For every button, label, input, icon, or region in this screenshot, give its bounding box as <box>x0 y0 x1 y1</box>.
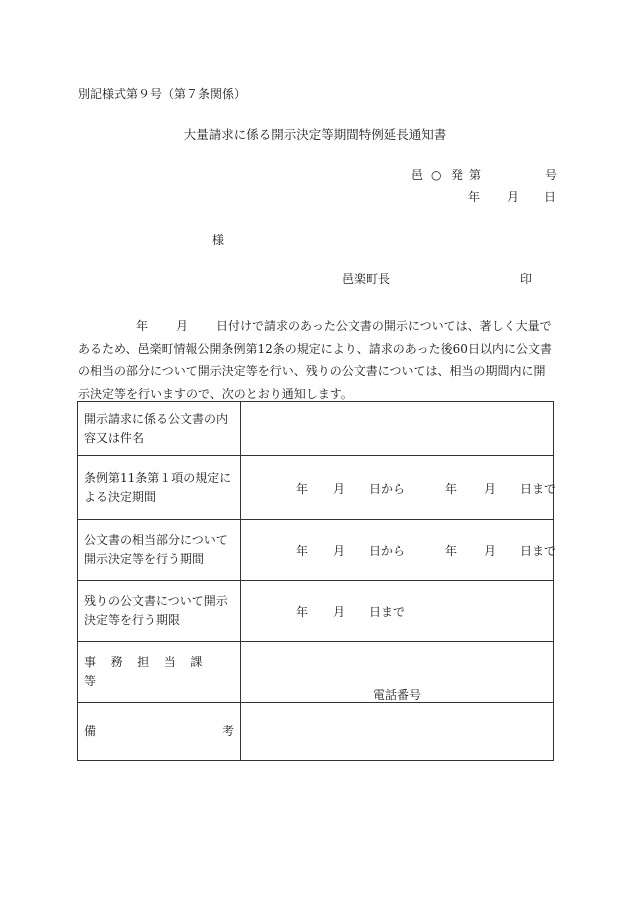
date-month: 月 <box>507 190 520 204</box>
contact-label-justified <box>84 653 234 691</box>
label-decision-period: 条例第11条第１項の規定による決定期間 <box>78 456 241 520</box>
body-month: 月 <box>176 319 189 333</box>
table-row-remarks <box>78 703 554 761</box>
deadline-month: 月 <box>333 605 346 619</box>
partial-end-month: 月 <box>484 544 497 558</box>
contact-label-text: 事務担当課等 <box>84 655 218 688</box>
label-contact-section <box>78 642 241 703</box>
remarks-label-end: 考 <box>221 724 234 738</box>
partial-start-year: 年 <box>296 544 309 558</box>
notice-details-table <box>77 401 557 761</box>
form-number-label: 別記様式第９号（第７条関係） <box>78 87 247 101</box>
value-contact-section <box>241 642 554 703</box>
label-partial-disclosure-period: 公文書の相当部分について開示決定等を行う期間 <box>78 520 241 581</box>
body-year: 年 <box>136 319 149 333</box>
period-end-year: 年 <box>445 482 458 496</box>
ref-prefix: 邑 <box>411 168 424 182</box>
value-document-subject <box>241 402 554 456</box>
remarks-label-justified <box>84 722 234 741</box>
table-row-decision-period <box>78 456 554 520</box>
value-remaining-deadline <box>241 581 554 642</box>
body-paragraph: 日付けで請求のあった公文書の開示については、著しく大量であるため、邑楽町情報公開条例第12条の規定により、請求のあった後60日以内に公文書の相当の部分について開示決定等を行い、残りの公文書については、相当の期間内に開示決定等を行いますので、次のとおり通知します。 <box>78 319 552 401</box>
document-title: 大量請求に係る開示決定等期間特例延長通知書 <box>183 127 447 142</box>
ref-dai: 第 <box>469 168 482 182</box>
addressee-honorific: 様 <box>212 233 225 247</box>
partial-end-day: 日まで <box>520 544 557 558</box>
value-decision-period <box>241 456 557 520</box>
remarks-label-start: 備 <box>84 724 97 738</box>
partial-start-month: 月 <box>333 544 346 558</box>
ref-go: 号 <box>545 168 558 182</box>
ref-circle-blank: ○ <box>431 168 442 182</box>
value-remarks <box>241 703 554 761</box>
partial-start-day: 日から <box>369 544 406 558</box>
deadline-year: 年 <box>296 605 309 619</box>
period-start-day: 日から <box>369 482 406 496</box>
period-start-month: 月 <box>333 482 346 496</box>
period-end-day: 日まで <box>520 482 557 496</box>
deadline-day: 日まで <box>369 605 406 619</box>
date-year: 年 <box>468 190 481 204</box>
issuer-name: 邑楽町長 <box>342 272 391 286</box>
phone-number-label: 電話番号 <box>373 688 422 702</box>
ref-hatsu: 発 <box>451 168 464 182</box>
period-end-month: 月 <box>484 482 497 496</box>
label-remaining-deadline: 残りの公文書について開示決定等を行う期限 <box>78 581 241 642</box>
partial-end-year: 年 <box>445 544 458 558</box>
seal-mark: 印 <box>520 272 533 286</box>
label-document-subject: 開示請求に係る公文書の内容又は件名 <box>78 402 241 456</box>
value-partial-disclosure-period <box>241 520 557 581</box>
table-row-remaining-deadline <box>78 581 554 642</box>
label-remarks <box>78 703 241 761</box>
date-day: 日 <box>544 190 557 204</box>
period-start-year: 年 <box>296 482 309 496</box>
table-row-subject <box>78 402 554 456</box>
notice-body-text <box>78 315 556 405</box>
table-row-contact <box>78 642 554 703</box>
table-row-partial-period <box>78 520 554 581</box>
